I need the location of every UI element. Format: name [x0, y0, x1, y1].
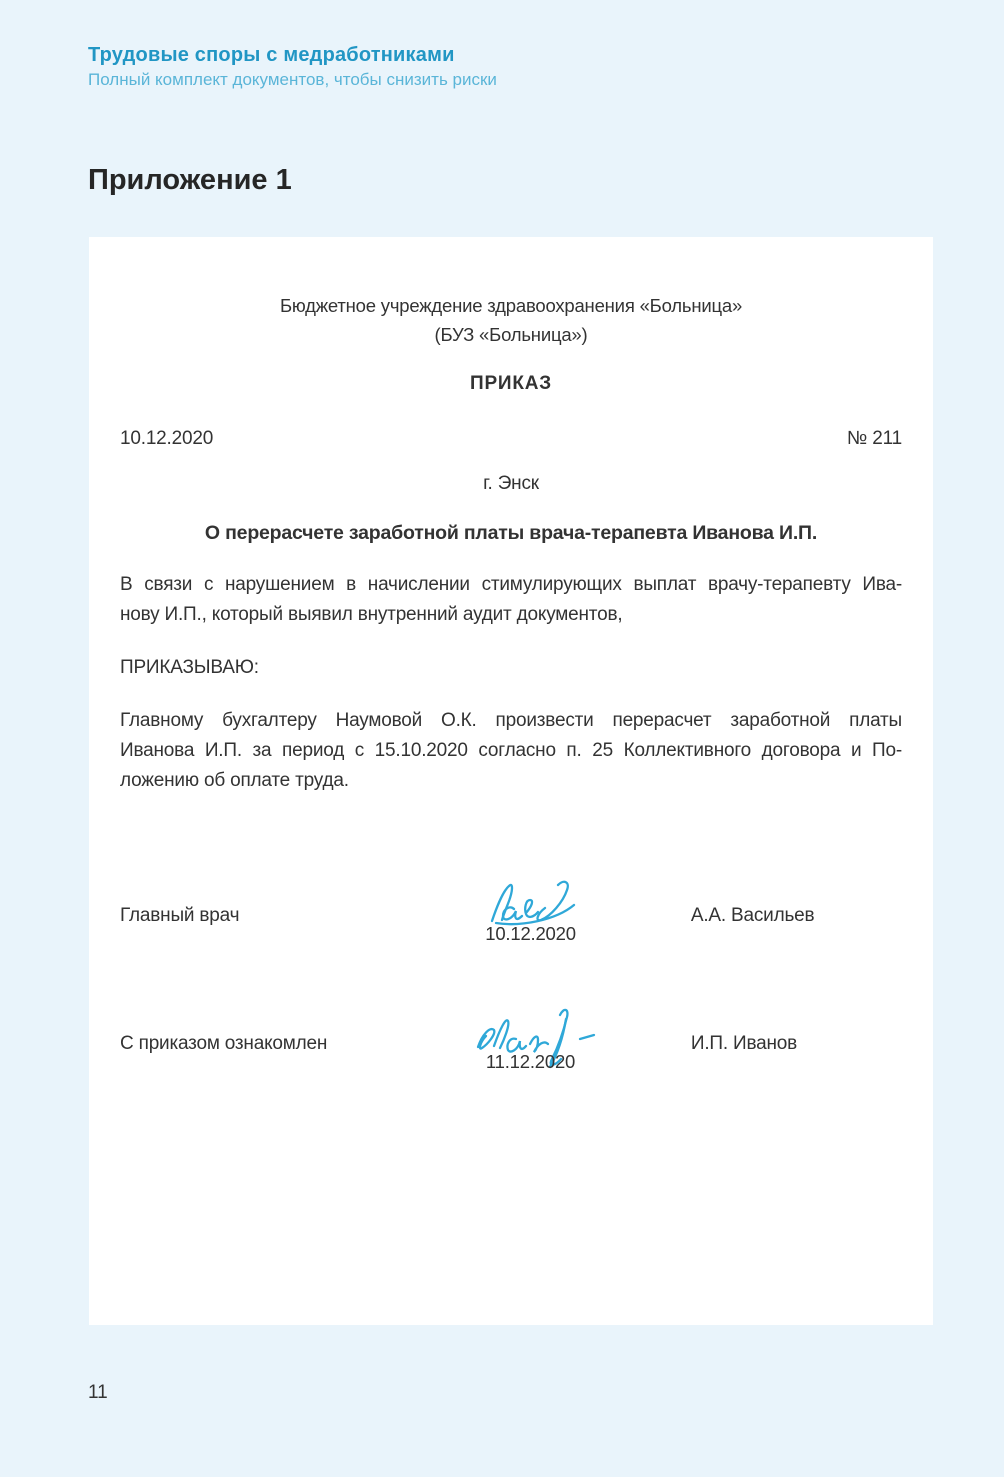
document-type-title: ПРИКАЗ — [469, 373, 552, 394]
preamble-line: нову И.П., который выявил внутренний аудит документов, — [120, 604, 623, 625]
date-number-row — [120, 428, 902, 450]
order-keyword: ПРИКАЗЫВАЮ: — [120, 657, 259, 678]
signer-name: А.А. Васильев — [690, 905, 815, 926]
order-date: 10.12.2020 — [120, 428, 214, 449]
signer-role: Главный врач — [120, 905, 240, 926]
publication-title: Трудовые споры с медработниками — [88, 44, 455, 66]
order-subject: О перерасчете заработной платы врача-терапевта Иванова И.П. — [204, 522, 818, 544]
signature-date: 10.12.2020 — [485, 923, 576, 944]
order-body-paragraph — [120, 706, 902, 796]
signature-and-date — [441, 1003, 621, 1073]
publication-subtitle: Полный комплект документов, чтобы снизить риски — [88, 70, 497, 89]
organization-short-name: (БУЗ «Больница») — [434, 324, 588, 345]
order-number: № 211 — [847, 428, 902, 449]
order-document-card — [89, 237, 933, 1325]
publication-header — [88, 44, 497, 90]
signature-block-chief-doctor — [120, 875, 902, 965]
handwritten-signature-icon — [476, 875, 586, 927]
handwritten-signature-icon — [466, 1003, 596, 1055]
appendix-heading: Приложение 1 — [88, 164, 292, 196]
signature-date: 11.12.2020 — [485, 1051, 576, 1072]
order-body-line: Главному бухгалтеру Наумовой О.К. произвести перерасчет заработной платы — [120, 710, 902, 731]
preamble-paragraph — [120, 570, 902, 630]
signature-block-employee — [120, 1003, 902, 1093]
order-body-line: Иванова И.П. за период с 15.10.2020 согласно п. 25 Коллективного договора и По- — [120, 740, 902, 761]
organization-name: Бюджетное учреждение здравоохранения «Больница» — [279, 295, 743, 316]
preamble-line: В связи с нарушением в начислении стимулирующих выплат врачу-терапевту Ива- — [120, 574, 902, 595]
city-line: г. Энск — [483, 473, 539, 494]
page-number: 11 — [88, 1382, 108, 1403]
order-body-line: ложению об оплате труда. — [120, 770, 349, 791]
signer-name: И.П. Иванов — [690, 1033, 798, 1054]
signer-role: С приказом ознакомлен — [120, 1033, 328, 1054]
signature-and-date — [441, 875, 621, 945]
